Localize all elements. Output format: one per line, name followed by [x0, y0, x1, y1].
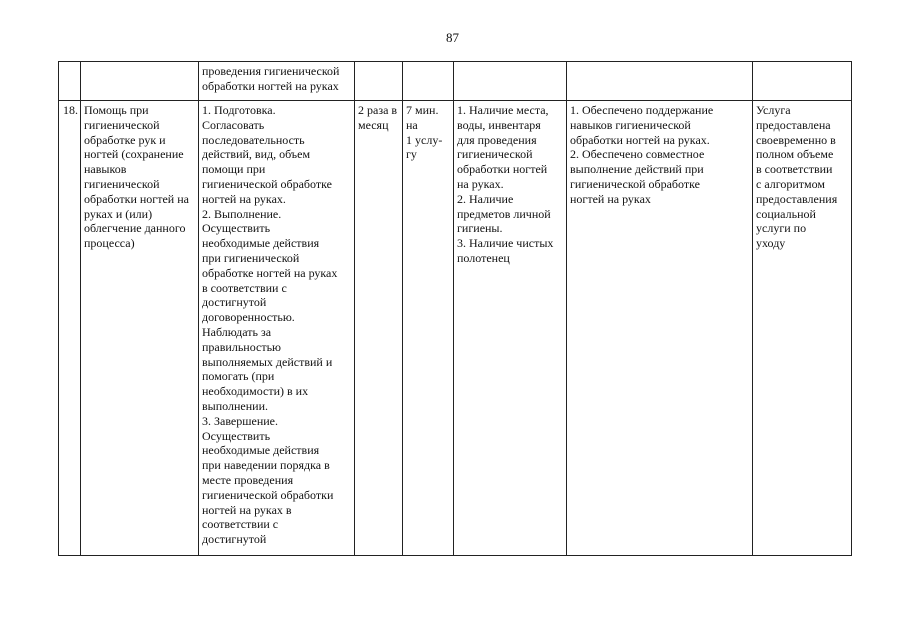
page-number: 87 — [446, 30, 459, 45]
table-row-service-18 — [59, 101, 852, 556]
table-row-continuation — [59, 62, 852, 101]
cell-results: 1. Обеспечено поддержание навыков гигиенической обработки ногтей на руках. 2. Обеспечено совместное выполнение действий при гигиенической обработке ногтей на руках — [567, 101, 753, 556]
cell-conditions: 1. Наличие места, воды, инвентаря для проведения гигиенической обработки ногтей на руках. 2. Наличие предметов личной гигиены. 3. Наличие чистых полотенец — [454, 101, 567, 556]
cell-number: 18. — [59, 101, 81, 556]
cell-number — [59, 62, 81, 101]
cell-results — [567, 62, 753, 101]
cell-duration — [403, 62, 454, 101]
cell-duration: 7 мин. на 1 услу- гу — [403, 101, 454, 556]
cell-conditions — [454, 62, 567, 101]
cell-service-name: Помощь при гигиенической обработке рук и ногтей (сохранение навыков гигиенической обработки ногтей на руках и (или) облегчение данного процесса) — [81, 101, 199, 556]
cell-service-description: 1. Подготовка. Согласовать последовательность действий, вид, объем помощи при гигиенической обработке ногтей на руках. 2. Выполнение. Осуществить необходимые действия при гигиенической обработке ногтей на руках в соответствии с достигнутой договоренностью. Наблюдать за правильностью выполняемых действий и помогать (при необходимости) в их выполнении. 3. Завершение. Осуществить необходимые действия при наведении порядка в месте проведения гигиенической обработки ногтей на руках в соответствии с достигнутой — [199, 101, 355, 556]
cell-service-name — [81, 62, 199, 101]
cell-frequency — [355, 62, 403, 101]
cell-frequency: 2 раза в месяц — [355, 101, 403, 556]
cell-quality: Услуга предоставлена своевременно в полном объеме в соответствии с алгоритмом предоставления социальной услуги по уходу — [753, 101, 852, 556]
cell-quality — [753, 62, 852, 101]
cell-service-description: проведения гигиенической обработки ногтей на руках — [199, 62, 355, 101]
service-standards-table — [58, 61, 852, 556]
